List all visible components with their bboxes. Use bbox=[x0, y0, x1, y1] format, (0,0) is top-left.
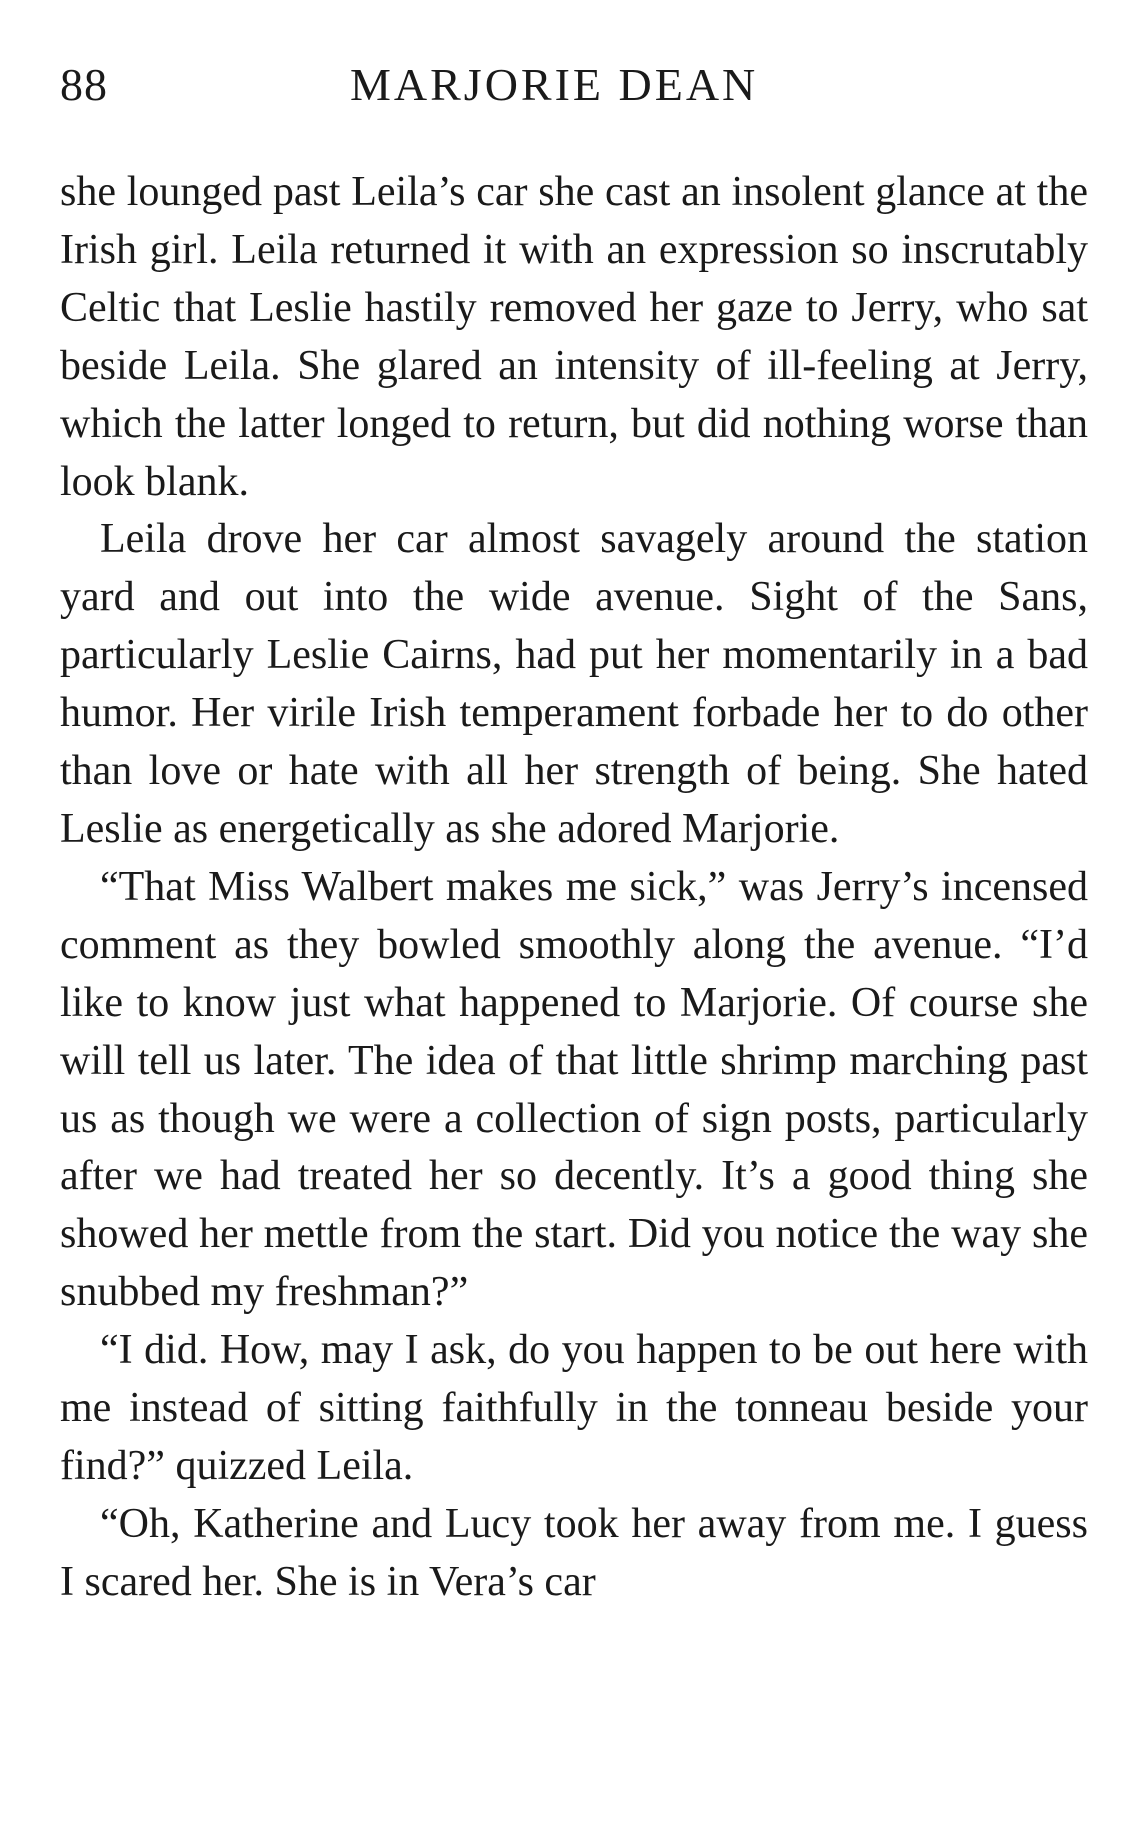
paragraph: “I did. How, may I ask, do you happen to be out here with me instead of sitting faithfully in the tonneau beside your find?” quizzed Leila. bbox=[60, 1327, 1088, 1489]
running-title: MARJORIE DEAN bbox=[350, 59, 759, 110]
body-text bbox=[60, 164, 1088, 1612]
paragraph: Leila drove her car almost savagely around the station yard and out into the wide avenue. Sight of the Sans, particularly Leslie Cairns, had put her momentarily in a bad humor. Her virile Irish temperament forbade her to do other than love or hate with all her strength of being. She hated Leslie as energetically as she adored Marjorie. bbox=[60, 516, 1088, 852]
page-header bbox=[60, 50, 1088, 120]
page-number: 88 bbox=[60, 59, 108, 110]
book-page bbox=[60, 50, 1088, 1612]
paragraph-continued: she lounged past Leila’s car she cast an insolent glance at the Irish girl. Leila returned it with an expression so inscrutably Celtic that Leslie hastily removed her gaze to Jerry, who sat beside Leila. She glared an intensity of ill-feeling at Jerry, which the latter longed to return, but did nothing worse than look blank. bbox=[60, 169, 1088, 505]
paragraph: “Oh, Katherine and Lucy took her away from me. I guess I scared her. She is in Vera’s car bbox=[60, 1500, 1088, 1605]
paragraph: “That Miss Walbert makes me sick,” was Jerry’s incensed comment as they bowled smoothly along the avenue. “I’d like to know just what happened to Marjorie. Of course she will tell us later. The idea of that little shrimp marching past us as though we were a collection of sign posts, particularly after we had treated her so decently. It’s a good thing she showed her mettle from the start. Did you notice the way she snubbed my freshman?” bbox=[60, 863, 1088, 1316]
